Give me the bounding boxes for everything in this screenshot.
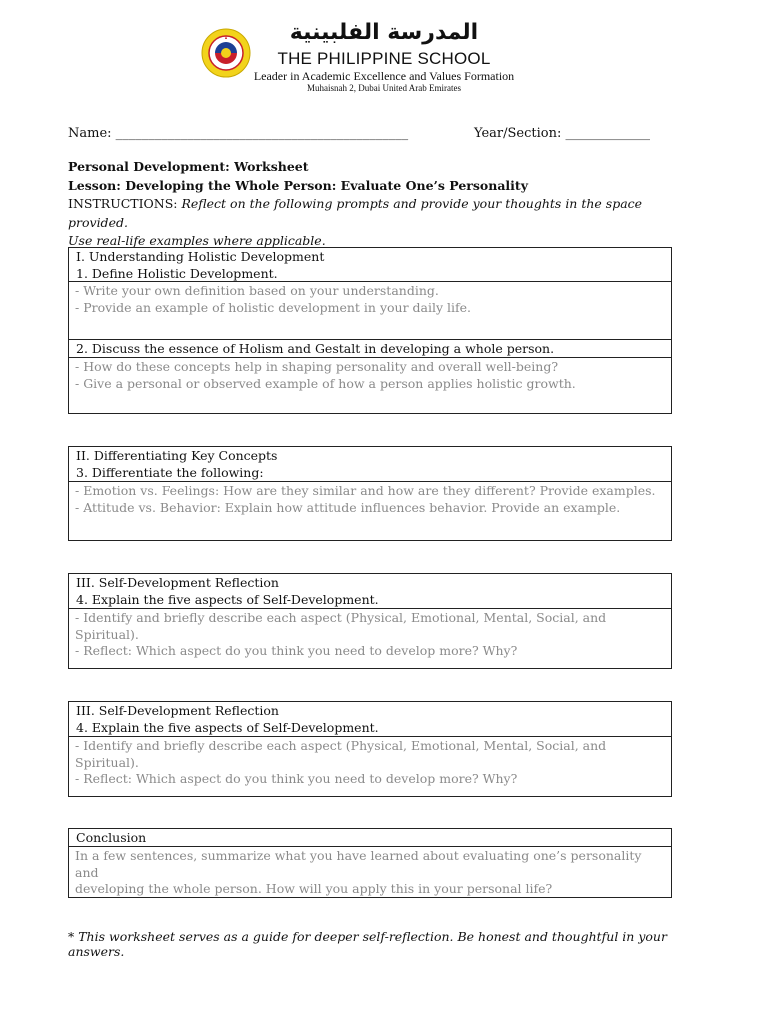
conclusion-prompt-2: developing the whole person. How will you apply this in your personal life? [75, 881, 553, 896]
conclusion-answer-area[interactable] [69, 847, 671, 898]
prompt-2b: - Give a personal or observed example of how a person applies holistic growth. [75, 375, 576, 391]
section-4-box [68, 701, 672, 797]
school-name-arabic: المدرسة الفلبينية [289, 20, 479, 45]
school-tagline: Leader in Academic Excellence and Values Formation [253, 69, 515, 83]
worksheet-title: Personal Development: Worksheet [68, 159, 309, 174]
prompt-4b: - Reflect: Which aspect do you think you need to develop more? Why? [75, 643, 518, 658]
question-2: 2. Discuss the essence of Holism and Gestalt in developing a whole person. [69, 340, 671, 358]
prompt-5b: - Reflect: Which aspect do you think you need to develop more? Why? [75, 771, 518, 786]
school-header [0, 0, 768, 100]
section-1-heading: I. Understanding Holistic Development [76, 249, 325, 264]
conclusion-heading: Conclusion [69, 829, 671, 847]
question-3: 3. Differentiate the following: [76, 464, 264, 480]
section-3-header [69, 574, 671, 609]
instructions-text-2: Use real-life examples where applicable. [68, 233, 326, 248]
question-1: 1. Define Holistic Development. [76, 265, 278, 281]
question-4-repeat: 4. Explain the five aspects of Self-Development. [76, 719, 379, 735]
school-address: Muhaisnah 2, Dubai United Arab Emirates [307, 83, 461, 93]
conclusion-box [68, 828, 672, 898]
name-field[interactable]: Name: _____________________________________________ [68, 126, 409, 141]
section-4-heading: III. Self-Development Reflection [76, 703, 279, 718]
prompt-2a: - How do these concepts help in shaping personality and overall well-being? [75, 359, 559, 374]
instructions [68, 195, 698, 232]
footer-note: * This worksheet serves as a guide for deeper self-reflection. Be honest and thoughtful in your answers. [68, 929, 667, 959]
conclusion-prompt-1: In a few sentences, summarize what you have learned about evaluating one’s personality and [75, 848, 642, 880]
section-1-header [69, 248, 671, 282]
instructions-text-1: Reflect on the following prompts and provide your thoughts in the space provided. [68, 196, 643, 230]
section-2-header [69, 447, 671, 482]
lesson-title: Lesson: Developing the Whole Person: Evaluate One’s Personality [68, 177, 528, 193]
prompt-3b: - Attitude vs. Behavior: Explain how attitude influences behavior. Provide an example. [75, 499, 621, 515]
prompt-3a: - Emotion vs. Feelings: How are they similar and how are they different? Provide examples. [75, 483, 656, 498]
answer-area-2[interactable] [69, 358, 671, 392]
section-1-box [68, 247, 672, 414]
prompt-5a: - Identify and briefly describe each aspect (Physical, Emotional, Mental, Social, and Spiritual). [75, 738, 607, 770]
section-4-header [69, 702, 671, 737]
question-4: 4. Explain the five aspects of Self-Development. [76, 591, 379, 607]
section-2-heading: II. Differentiating Key Concepts [76, 448, 278, 463]
section-3-box [68, 573, 672, 669]
answer-area-4[interactable] [69, 609, 671, 660]
section-2-box [68, 446, 672, 541]
answer-area-3[interactable] [69, 482, 671, 516]
school-name: THE PHILIPPINE SCHOOL [277, 49, 491, 68]
answer-area-5[interactable] [69, 737, 671, 788]
answer-area-1[interactable] [69, 282, 671, 340]
prompt-1b: - Provide an example of holistic development in your daily life. [75, 299, 472, 315]
worksheet-intro [68, 158, 698, 251]
prompt-1a: - Write your own definition based on your understanding. [75, 283, 439, 298]
instructions-label: INSTRUCTIONS: [68, 196, 182, 211]
student-info-row [68, 126, 708, 141]
prompt-4a: - Identify and briefly describe each aspect (Physical, Emotional, Mental, Social, and Spiritual). [75, 610, 607, 642]
year-section-field[interactable]: Year/Section: _____________ [474, 126, 650, 141]
section-3-heading: III. Self-Development Reflection [76, 575, 279, 590]
